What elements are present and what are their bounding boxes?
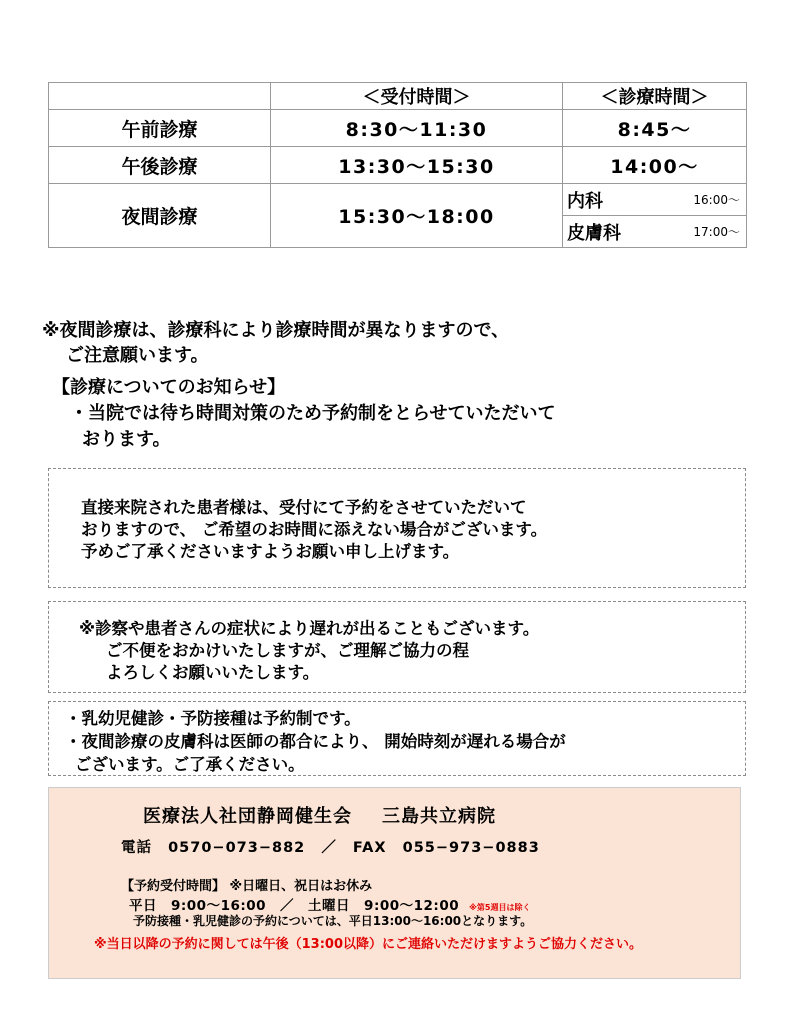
box-line: ・夜間診療の皮膚科は医師の都合により、 開始時刻が遅れる場合が [65,732,566,751]
consultation-notice [52,375,555,453]
session-label: 夜間診療 [49,184,271,248]
notice-line: おります。 [82,429,171,450]
box-line: ※診察や患者さんの症状により遅れが出ることもございます。 [79,619,540,638]
phone-label: 電話 [121,840,152,856]
table-row [49,147,747,184]
note-line: ご注意願います。 [66,345,209,366]
header-consultation: ＜診療時間＞ [563,83,747,110]
box-line: ご不便をおかけいたしますが、ご理解ご協力の程 [106,641,469,660]
contact-panel [48,787,741,979]
box-line: ・乳幼児健診・予防接種は予約制です。 [65,709,361,728]
vaccination-note: 予防接種・乳児健診の予約については、平日13:00〜16:00となります。 [133,914,533,928]
box-line: ございます。ご了承ください。 [75,755,305,774]
reservation-hours-text: 平日 9:00〜16:00 ／ 土曜日 9:00〜12:00 [129,898,460,914]
department-cell [563,184,747,216]
hours-header-row [49,83,747,110]
organization-name [143,802,496,828]
table-row-night [49,184,747,216]
department-time: 17:00〜 [693,225,740,239]
hours-table [48,82,747,248]
table-row [49,110,747,147]
fifth-week-note: ※第5週目は除く [469,903,531,912]
reservation-hours [129,894,530,914]
consultation-time: 14:00〜 [563,147,747,184]
reservation-notice-box [48,701,746,776]
reservation-hours-heading: 【予約受付時間】 ※日曜日、祝日はお休み [121,879,373,894]
box-line: 直接来院された患者様は、受付にて予約をさせていただいて [81,498,527,517]
note-line: ※夜間診療は、診療科により診療時間が異なりますので、 [42,320,510,341]
fax-number: 055−973−0883 [402,840,540,856]
box-line: 予めご了承くださいますようお願い申し上げます。 [81,542,460,561]
box-line: よろしくお願いいたします。 [106,663,320,682]
session-label: 午後診療 [49,147,271,184]
session-label: 午前診療 [49,110,271,147]
fax-label: FAX [352,840,387,856]
header-reception: ＜受付時間＞ [271,83,563,110]
notice-title: 【診療についてのお知らせ】 [52,377,286,398]
reception-time: 8:30〜11:30 [271,110,563,147]
hospital-name: 三島共立病院 [382,806,496,827]
department-name: 内科 [567,190,603,212]
corporation-name: 医療法人社団静岡健生会 [143,806,352,827]
night-hours-note [42,318,509,368]
box-line: おりますので、 ご希望のお時間に添えない場合がございます。 [81,520,548,539]
department-cell [563,216,747,248]
consultation-time: 8:45〜 [563,110,747,147]
department-name: 皮膚科 [567,222,621,244]
notice-line: ・当院では待ち時間対策のため予約制をとらせていただいて [70,403,556,424]
phone-fax-line [121,836,550,857]
delay-notice-box [48,601,746,693]
department-time: 16:00〜 [693,193,740,207]
phone-number[interactable]: 0570−073−882 [168,840,306,856]
reception-time: 15:30〜18:00 [271,184,563,248]
same-day-warning: ※当日以降の予約に関しては午後（13:00以降）にご連絡いただけますようご協力ください。 [94,937,643,952]
reception-time: 13:30〜15:30 [271,147,563,184]
header-empty [49,83,271,110]
walk-in-notice-box [48,468,746,588]
separator: ／ [321,840,337,856]
